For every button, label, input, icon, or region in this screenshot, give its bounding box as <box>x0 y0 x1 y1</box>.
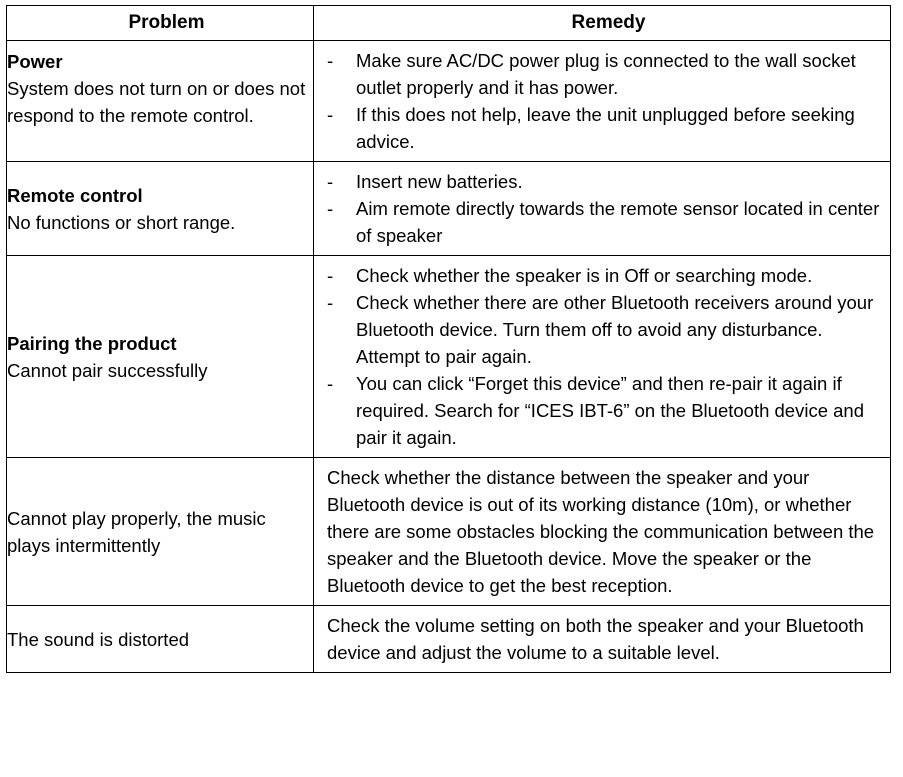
remedy-bullet-item <box>314 195 890 249</box>
problem-description: No functions or short range. <box>7 211 236 233</box>
problem-title: Pairing the product <box>7 332 177 354</box>
remedy-bullet-item <box>314 101 890 155</box>
problem-block <box>7 182 313 236</box>
problem-title: Remote control <box>7 184 143 206</box>
table-row <box>7 606 891 673</box>
problem-cell <box>7 606 314 673</box>
remedy-cell <box>314 41 891 162</box>
problem-block <box>7 626 313 653</box>
bullet-dash-icon: - <box>327 171 334 192</box>
problem-cell <box>7 162 314 256</box>
header-label-remedy: Remedy <box>571 12 646 33</box>
table-body <box>7 41 891 673</box>
remedy-block <box>314 458 890 605</box>
remedy-bullet-text: Insert new batteries. <box>356 171 523 192</box>
problem-cell <box>7 256 314 458</box>
remedy-bullet-text: You can click “Forget this device” and then re-pair it again if required. Search for “ICES IBT-6” on the Bluetooth device and pair it again. <box>356 373 865 448</box>
remedy-bullet-item <box>314 168 890 195</box>
table-header-row <box>7 6 891 41</box>
table-row <box>7 458 891 606</box>
remedy-bullet-list <box>314 262 890 451</box>
table-row <box>7 256 891 458</box>
table-row <box>7 41 891 162</box>
problem-description: System does not turn on or does not respond to the remote control. <box>7 78 306 126</box>
remedy-bullet-item <box>314 47 890 101</box>
remedy-block <box>314 256 890 457</box>
remedy-bullet-text: Aim remote directly towards the remote sensor located in center of speaker <box>356 198 880 246</box>
remedy-bullet-text: If this does not help, leave the unit unplugged before seeking advice. <box>356 104 855 152</box>
remedy-block <box>314 606 890 672</box>
problem-description: The sound is distorted <box>7 628 190 650</box>
remedy-bullet-text: Make sure AC/DC power plug is connected to the wall socket outlet properly and it has power. <box>356 50 856 98</box>
bullet-dash-icon: - <box>327 292 334 313</box>
remedy-cell <box>314 256 891 458</box>
remedy-paragraph: Check the volume setting on both the speaker and your Bluetooth device and adjust the volume to a suitable level. <box>327 615 864 663</box>
remedy-block <box>314 162 890 255</box>
header-cell-remedy <box>314 6 891 41</box>
problem-block <box>7 505 313 559</box>
remedy-bullet-text: Check whether there are other Bluetooth receivers around your Bluetooth device. Turn them off to avoid any disturbance. Attempt to pair again. <box>356 292 874 367</box>
table-row <box>7 162 891 256</box>
remedy-cell <box>314 606 891 673</box>
troubleshooting-table <box>6 5 891 673</box>
remedy-bullet-text: Check whether the speaker is in Off or searching mode. <box>356 265 813 286</box>
bullet-dash-icon: - <box>327 373 334 394</box>
remedy-cell <box>314 458 891 606</box>
bullet-dash-icon: - <box>327 104 334 125</box>
problem-description: Cannot pair successfully <box>7 359 208 381</box>
remedy-bullet-item <box>314 289 890 370</box>
remedy-bullet-item <box>314 370 890 451</box>
bullet-dash-icon: - <box>327 198 334 219</box>
remedy-block <box>314 41 890 161</box>
problem-title: Power <box>7 51 63 72</box>
problem-block <box>7 41 313 129</box>
problem-cell <box>7 41 314 162</box>
header-label-problem: Problem <box>128 12 205 33</box>
bullet-dash-icon: - <box>327 50 334 71</box>
remedy-paragraph: Check whether the distance between the speaker and your Bluetooth device is out of its working distance (10m), or whether there are some obstacles blocking the communication between the speaker and the Bluetooth device. Move the speaker or the Bluetooth device to get the best reception. <box>327 467 875 596</box>
remedy-bullet-list <box>314 47 890 155</box>
header-cell-problem <box>7 6 314 41</box>
remedy-bullet-list <box>314 168 890 249</box>
problem-cell <box>7 458 314 606</box>
remedy-bullet-item <box>314 262 890 289</box>
problem-block <box>7 330 313 384</box>
remedy-cell <box>314 162 891 256</box>
problem-description: Cannot play properly, the music plays intermittently <box>7 507 266 556</box>
bullet-dash-icon: - <box>327 265 334 286</box>
